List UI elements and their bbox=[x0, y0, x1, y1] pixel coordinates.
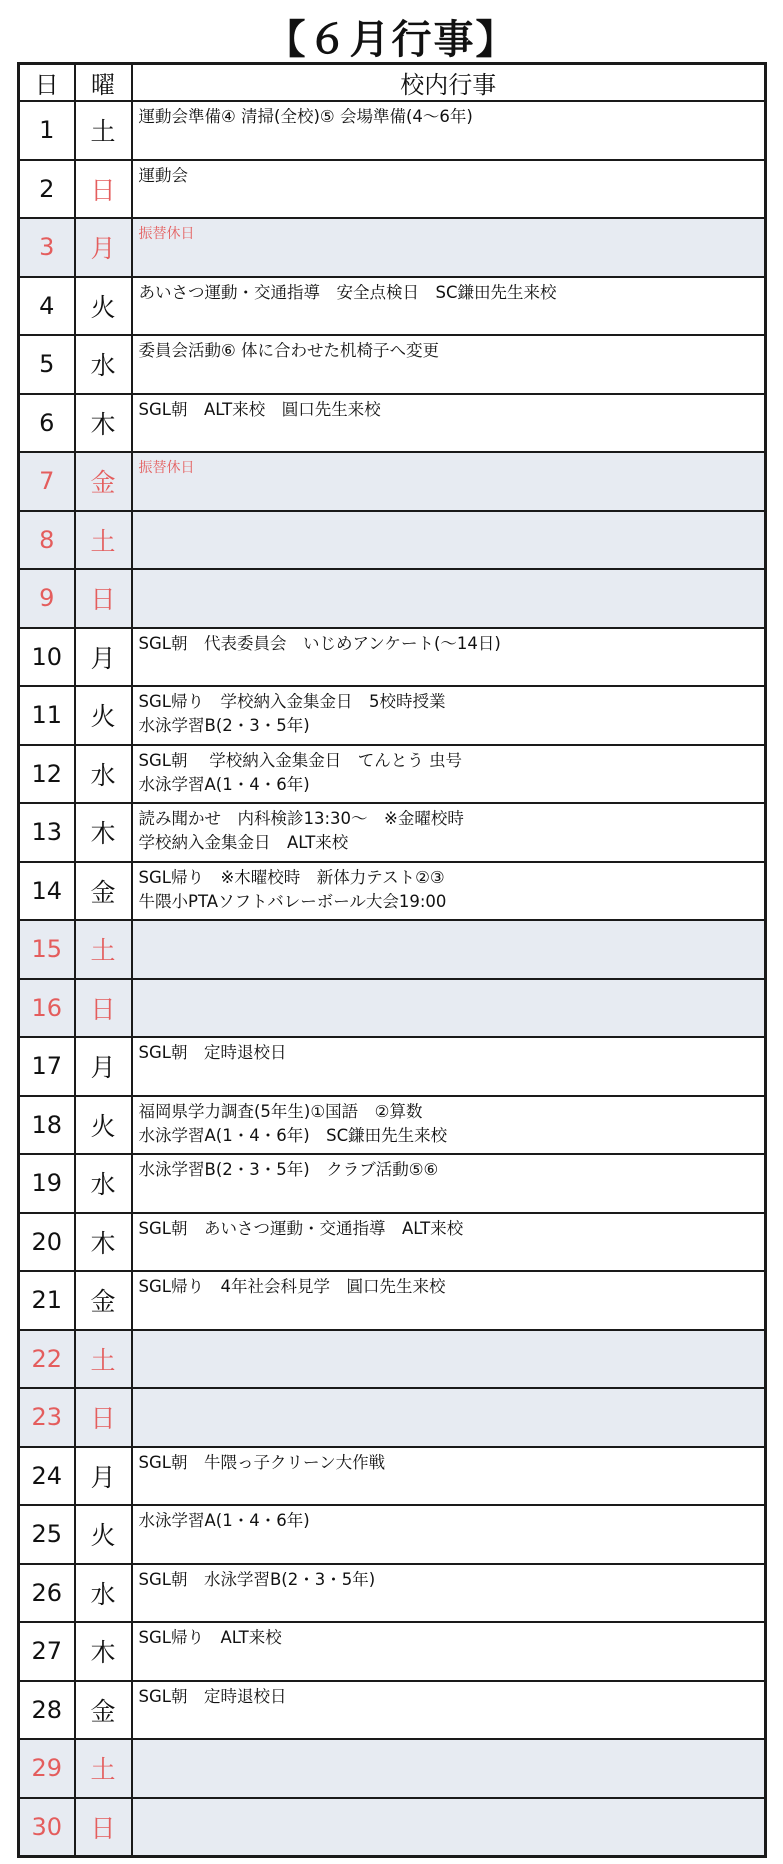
table-row bbox=[19, 1681, 766, 1740]
weekday-cell: 月 bbox=[75, 218, 132, 277]
day-cell: 8 bbox=[19, 511, 75, 570]
weekday-cell: 金 bbox=[75, 1271, 132, 1330]
table-row bbox=[19, 511, 766, 570]
table-row bbox=[19, 394, 766, 453]
event-line: SGL帰り 学校納入金集金日 5校時授業 bbox=[138, 692, 446, 711]
table-row bbox=[19, 920, 766, 979]
day-cell: 5 bbox=[19, 335, 75, 394]
events-cell bbox=[132, 1330, 766, 1389]
day-cell: 16 bbox=[19, 979, 75, 1038]
table-row bbox=[19, 686, 766, 745]
table-row bbox=[19, 1037, 766, 1096]
event-line: 委員会活動⑥ 体に合わせた机椅子へ変更 bbox=[138, 341, 440, 360]
event-line: 水泳学習A(1・4・6年) SC鎌田先生来校 bbox=[138, 1125, 448, 1145]
table-row bbox=[19, 1564, 766, 1623]
events-cell bbox=[132, 1798, 766, 1857]
events-cell bbox=[132, 569, 766, 628]
events-cell bbox=[132, 1096, 766, 1155]
weekday-cell: 火 bbox=[75, 277, 132, 336]
events-cell bbox=[132, 745, 766, 804]
events-cell bbox=[132, 101, 766, 160]
weekday-cell: 土 bbox=[75, 1739, 132, 1798]
weekday-cell: 金 bbox=[75, 862, 132, 921]
event-line: 水泳学習B(2・3・5年) bbox=[138, 716, 310, 735]
day-cell: 28 bbox=[19, 1681, 75, 1740]
event-line: SGL朝 あいさつ運動・交通指導 ALT来校 bbox=[138, 1218, 464, 1238]
weekday-cell: 金 bbox=[75, 452, 132, 511]
weekday-cell: 土 bbox=[75, 101, 132, 160]
day-cell: 15 bbox=[19, 920, 75, 979]
day-cell: 18 bbox=[19, 1096, 75, 1155]
page-title: 【６月行事】 bbox=[265, 16, 518, 63]
schedule-body bbox=[19, 101, 766, 1856]
day-cell: 20 bbox=[19, 1213, 75, 1272]
header-day: 日 bbox=[19, 64, 75, 102]
weekday-cell: 日 bbox=[75, 569, 132, 628]
event-line: 福岡県学力調査(5年生)①国語 ②算数 bbox=[138, 1101, 423, 1121]
event-line: あいさつ運動・交通指導 安全点検日 SC鎌田先生来校 bbox=[138, 282, 557, 302]
header-events: 校内行事 bbox=[132, 64, 766, 102]
events-cell bbox=[132, 1037, 766, 1096]
event-line: SGL帰り ALT来校 bbox=[138, 1628, 282, 1647]
day-cell: 21 bbox=[19, 1271, 75, 1330]
weekday-cell: 日 bbox=[75, 160, 132, 219]
day-cell: 26 bbox=[19, 1564, 75, 1623]
events-cell bbox=[132, 160, 766, 219]
event-line: SGL朝 ALT来校 圓口先生来校 bbox=[138, 399, 381, 419]
events-cell bbox=[132, 1622, 766, 1681]
day-cell: 17 bbox=[19, 1037, 75, 1096]
events-cell bbox=[132, 979, 766, 1038]
event-line: SGL朝 代表委員会 いじめアンケート(〜14日) bbox=[138, 633, 501, 653]
event-line: SGL朝 牛隈っ子クリーン大作戦 bbox=[138, 1452, 386, 1472]
events-cell bbox=[132, 920, 766, 979]
events-cell bbox=[132, 803, 766, 862]
events-cell bbox=[132, 686, 766, 745]
weekday-cell: 金 bbox=[75, 1681, 132, 1740]
events-cell bbox=[132, 1271, 766, 1330]
event-line: 振替休日 bbox=[138, 226, 195, 242]
weekday-cell: 木 bbox=[75, 803, 132, 862]
events-cell bbox=[132, 1739, 766, 1798]
weekday-cell: 火 bbox=[75, 686, 132, 745]
weekday-cell: 木 bbox=[75, 1622, 132, 1681]
event-line: SGL朝 学校納入金集金日 てんとう 虫号 bbox=[138, 750, 462, 770]
table-row bbox=[19, 1505, 766, 1564]
weekday-cell: 日 bbox=[75, 1388, 132, 1447]
weekday-cell: 土 bbox=[75, 920, 132, 979]
event-line: 牛隈小PTAソフトバレーボール大会19:00 bbox=[138, 891, 447, 911]
table-row bbox=[19, 1388, 766, 1447]
events-cell bbox=[132, 277, 766, 336]
day-cell: 11 bbox=[19, 686, 75, 745]
events-cell bbox=[132, 394, 766, 453]
day-cell: 27 bbox=[19, 1622, 75, 1681]
day-cell: 14 bbox=[19, 862, 75, 921]
table-row bbox=[19, 1096, 766, 1155]
events-cell bbox=[132, 628, 766, 687]
day-cell: 22 bbox=[19, 1330, 75, 1389]
day-cell: 7 bbox=[19, 452, 75, 511]
table-row bbox=[19, 979, 766, 1038]
table-row bbox=[19, 1213, 766, 1272]
day-cell: 13 bbox=[19, 803, 75, 862]
weekday-cell: 木 bbox=[75, 1213, 132, 1272]
weekday-cell: 火 bbox=[75, 1505, 132, 1564]
events-cell bbox=[132, 218, 766, 277]
weekday-cell: 月 bbox=[75, 1447, 132, 1506]
weekday-cell: 火 bbox=[75, 1096, 132, 1155]
day-cell: 23 bbox=[19, 1388, 75, 1447]
day-cell: 30 bbox=[19, 1798, 75, 1857]
weekday-cell: 土 bbox=[75, 511, 132, 570]
events-cell bbox=[132, 1213, 766, 1272]
day-cell: 6 bbox=[19, 394, 75, 453]
event-line: 水泳学習A(1・4・6年) bbox=[138, 774, 310, 794]
events-cell bbox=[132, 335, 766, 394]
weekday-cell: 日 bbox=[75, 1798, 132, 1857]
event-line: SGL朝 定時退校日 bbox=[138, 1686, 287, 1706]
event-line: SGL帰り ※木曜校時 新体力テスト②③ bbox=[138, 867, 445, 887]
event-line: SGL朝 水泳学習B(2・3・5年) bbox=[138, 1569, 376, 1589]
event-line: SGL帰り 4年社会科見学 圓口先生来校 bbox=[138, 1277, 446, 1296]
table-row bbox=[19, 1739, 766, 1798]
event-line: 学校納入金集金日 ALT来校 bbox=[138, 833, 349, 852]
event-line: 運動会準備④ 清掃(全校)⑤ 会場準備(4〜6年) bbox=[138, 107, 473, 126]
table-row bbox=[19, 569, 766, 628]
table-row bbox=[19, 452, 766, 511]
table-row bbox=[19, 1154, 766, 1213]
day-cell: 1 bbox=[19, 101, 75, 160]
day-cell: 10 bbox=[19, 628, 75, 687]
events-cell bbox=[132, 1388, 766, 1447]
header-row bbox=[19, 64, 766, 102]
weekday-cell: 土 bbox=[75, 1330, 132, 1389]
table-row bbox=[19, 1798, 766, 1857]
weekday-cell: 水 bbox=[75, 335, 132, 394]
table-row bbox=[19, 803, 766, 862]
table-row bbox=[19, 160, 766, 219]
day-cell: 2 bbox=[19, 160, 75, 219]
events-cell bbox=[132, 511, 766, 570]
schedule-table bbox=[17, 62, 767, 1858]
events-cell bbox=[132, 1681, 766, 1740]
table-row bbox=[19, 101, 766, 160]
table-row bbox=[19, 335, 766, 394]
table-row bbox=[19, 277, 766, 336]
day-cell: 25 bbox=[19, 1505, 75, 1564]
table-row bbox=[19, 1271, 766, 1330]
header-weekday: 曜 bbox=[75, 64, 132, 102]
weekday-cell: 日 bbox=[75, 979, 132, 1038]
weekday-cell: 木 bbox=[75, 394, 132, 453]
event-line: 読み聞かせ 内科検診13:30〜 ※金曜校時 bbox=[138, 809, 464, 828]
day-cell: 19 bbox=[19, 1154, 75, 1213]
weekday-cell: 月 bbox=[75, 1037, 132, 1096]
table-row bbox=[19, 218, 766, 277]
events-cell bbox=[132, 1154, 766, 1213]
event-line: 振替休日 bbox=[138, 460, 195, 476]
weekday-cell: 月 bbox=[75, 628, 132, 687]
day-cell: 9 bbox=[19, 569, 75, 628]
day-cell: 29 bbox=[19, 1739, 75, 1798]
table-row bbox=[19, 1447, 766, 1506]
events-cell bbox=[132, 1564, 766, 1623]
event-line: 水泳学習A(1・4・6年) bbox=[138, 1511, 310, 1530]
events-cell bbox=[132, 1447, 766, 1506]
day-cell: 4 bbox=[19, 277, 75, 336]
day-cell: 12 bbox=[19, 745, 75, 804]
table-row bbox=[19, 1330, 766, 1389]
events-cell bbox=[132, 452, 766, 511]
table-row bbox=[19, 628, 766, 687]
event-line: 水泳学習B(2・3・5年) クラブ活動⑤⑥ bbox=[138, 1160, 439, 1179]
weekday-cell: 水 bbox=[75, 745, 132, 804]
day-cell: 3 bbox=[19, 218, 75, 277]
weekday-cell: 水 bbox=[75, 1154, 132, 1213]
table-row bbox=[19, 1622, 766, 1681]
table-row bbox=[19, 745, 766, 804]
events-cell bbox=[132, 1505, 766, 1564]
event-line: 運動会 bbox=[138, 165, 188, 185]
event-line: SGL朝 定時退校日 bbox=[138, 1043, 287, 1062]
events-cell bbox=[132, 862, 766, 921]
day-cell: 24 bbox=[19, 1447, 75, 1506]
table-row bbox=[19, 862, 766, 921]
weekday-cell: 水 bbox=[75, 1564, 132, 1623]
